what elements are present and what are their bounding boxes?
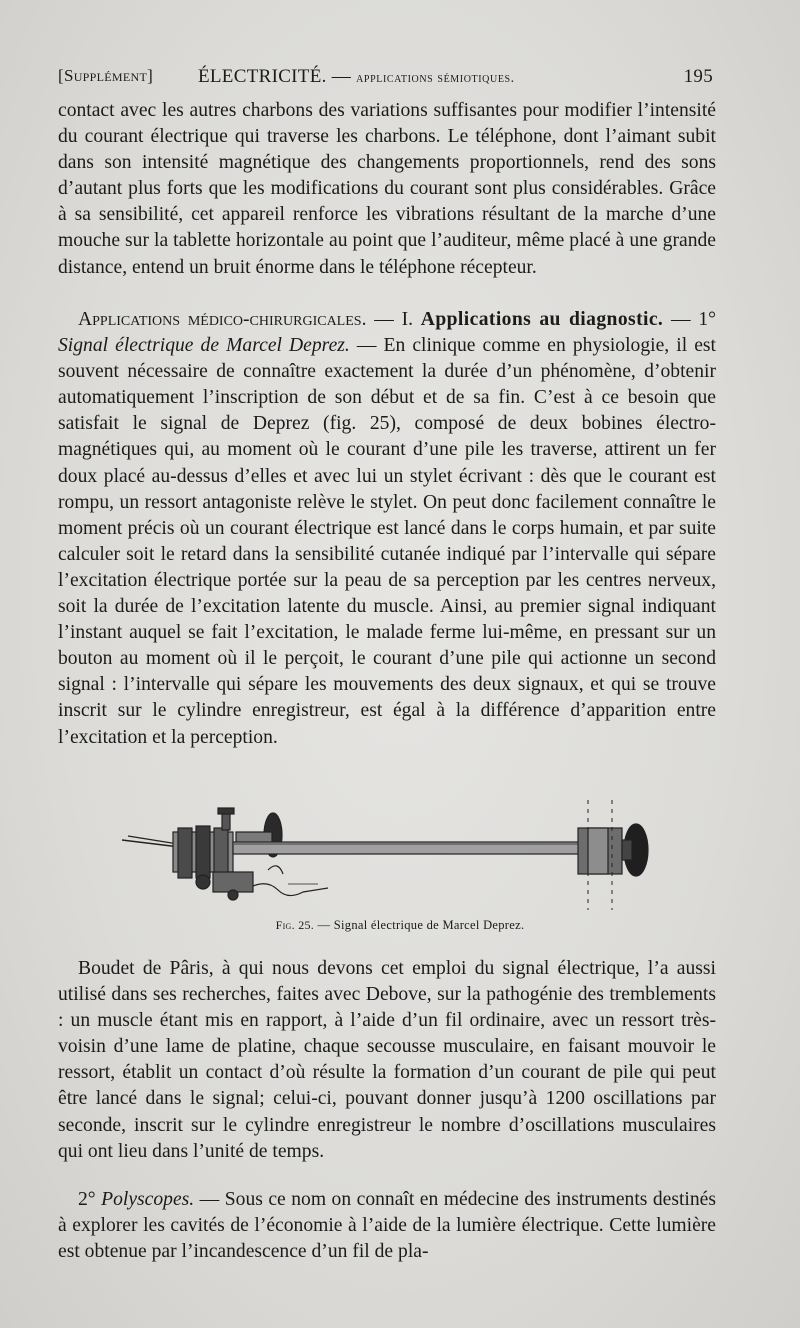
polyscopes-body: — Sous ce nom on connaît en médecine des instruments destinés à explorer les cavités de l’économie à l’aide de la lumière électrique. Cette lumière est obtenue par l’incandescence d’un fil de pla- [58,1189,716,1263]
header-dash: — [331,66,352,87]
subsection-number: — 1° [663,309,716,330]
deprez-signal-illustration [118,800,663,910]
paragraph-telephone: contact avec les autres charbons des variations suffisantes pour modifier l’intensité du courant électrique qui traverse les charbons. Le téléphone, dont l’aimant subit dans son intensité magnétique des changements proportionnels, rend des sons d’autant plus forts que les modifications du courant sont plus considérables. Grâce à sa sensibilité, cet appareil renforce les vibrations résultant de la marche d’une mouche sur la tablette horizontale au point que l’auditeur, même placé à une grande distance, entend un bruit énorme dans le téléphone récepteur. [58,100,716,278]
paragraph-body: — En clinique comme en physiologie, il est souvent nécessaire de connaître exactement la durée d’un phénomène, d’obtenir automatiquement l’inscription de son début et de sa fin. C’est à ce besoin que satisfait le signal de Deprez (fig. 25), composé de deux bobines électro-magnétiques qui, au moment où le courant d’une pile les traverse, attirent un fer doux placé au-dessus d’elles et avec lui un stylet écrivant : dès que le courant est rompu, un ressort antagoniste relève le stylet. On peut donc facilement connaître le moment précis où un courant électrique est lancé dans le corps humain, et par suite calculer soit le retard dans la sensibilité cutanée indiqué par l’intervalle qui sépare l’excitation électrique portée sur la peau de sa perception par les centres nerveux, soit la durée de l’excitation latente du muscle. Ainsi, au premier signal indiquant l’instant auquel se fait l’excitation, le malade ferme lui-même, en pressant sur un bouton au moment où il le perçoit, le courant d’une pile qui actionne un second signal : l’intervalle qui sépare les mouvements des deux signaux, et qui se trouve inscrit sur le cylindre enregistreur, est égal à la différence d’apparition entre l’excitation et la perception. [58,335,716,748]
paragraph-polyscopes [58,1187,716,1265]
polyscopes-number: 2° [78,1189,102,1210]
figure-caption [0,918,800,933]
subsection-italic-title: Signal électrique de Marcel Deprez. [58,335,350,357]
header-section: [Supplément] [58,66,154,85]
figure-caption-text: — Signal électrique de Marcel Deprez. [314,918,525,932]
running-header [58,66,713,94]
paragraph-boudet: Boudet de Pâris, à qui nous devons cet emploi du signal électrique, l’a aussi utilisé dans ses recherches, faites avec Debove, sur la pathogénie des tremblements : un muscle étant mis en rapport, à l’aide d’un fil ordinaire, avec un ressort très-voisin d’une lame de platine, chaque secousse musculaire, en faisant mouvoir le ressort, établit un contact d’où résulte la formation d’un courant de pile qui peut être lancé dans le signal; celui-ci, pouvant donner jusqu’à 1200 oscillations par seconde, inscrit sur le cylindre enregistreur le nombre d’oscillations musculaires qui ont lieu dans l’unité de temps. [58,958,716,1162]
page-number: 195 [683,66,713,87]
header-subtitle: applications sémiotiques. [356,71,515,86]
header-title-group [198,66,515,88]
section-number: — I. [366,309,421,330]
header-title: ÉLECTRICITÉ. [198,66,327,87]
paragraph-deprez-signal [58,307,716,751]
section-heading: Applications médico-chirurgicales. [78,309,367,330]
figure-label: Fig. 25. [275,918,315,932]
section-bold-title: Applications au diagnostic. [420,309,664,330]
polyscopes-title: Polyscopes. [101,1189,195,1210]
